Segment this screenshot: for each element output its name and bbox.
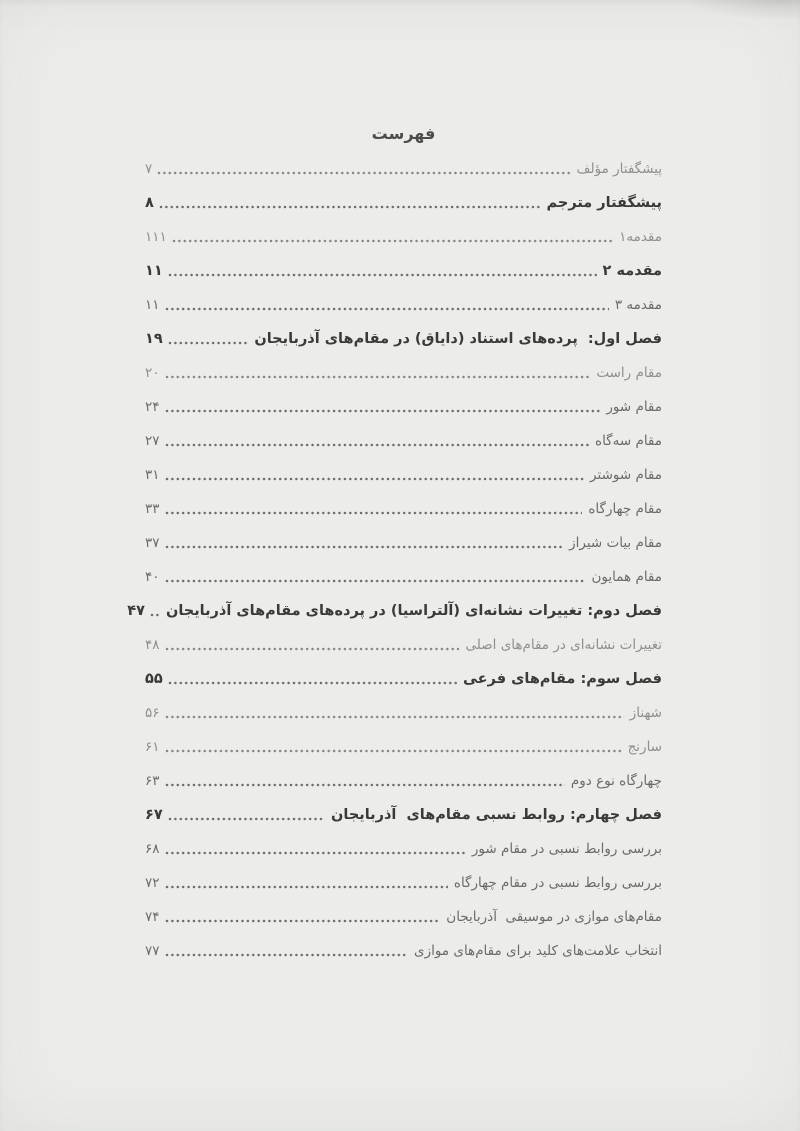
toc-entry-label: مقام‌های موازی در موسیقی آذربایجان — [446, 909, 662, 925]
toc-entry — [145, 804, 662, 826]
toc-entry-page: ۳۷ — [145, 535, 160, 551]
toc-entry-label: مقام بیات شیراز — [569, 535, 662, 551]
toc-entry-page: ۱۱ — [145, 263, 163, 279]
toc-entry — [145, 192, 662, 214]
toc-entry — [145, 396, 662, 418]
dotted-leader — [165, 647, 460, 651]
toc-entry — [145, 260, 662, 282]
toc-entry — [145, 464, 662, 486]
toc-entry — [145, 770, 662, 792]
dotted-leader — [168, 341, 249, 345]
toc-entry — [145, 430, 662, 452]
dotted-leader — [172, 239, 613, 243]
dotted-leader — [165, 579, 586, 583]
dotted-leader — [168, 273, 597, 277]
dotted-leader — [165, 885, 448, 889]
toc-entry-page: ۱۱ — [145, 297, 160, 313]
toc-entry-page: ۲۴ — [145, 399, 160, 415]
toc-entry-label: فصل چهارم: روابط نسبی مقام‌های آذربایجان — [331, 807, 662, 823]
toc-entry-label: پیشگفتار مترجم — [546, 195, 662, 211]
toc-entry-page: ۶۸ — [145, 841, 160, 857]
toc-entry-label: مقام راست — [596, 365, 662, 381]
toc-entry-page: ۱۹ — [145, 331, 163, 347]
toc-entry-label: مقام چهارگاه — [588, 501, 662, 517]
scan-artifact — [680, 0, 800, 20]
toc-entry-page: ۴۸ — [145, 637, 160, 653]
toc-entry — [145, 294, 662, 316]
toc-entry — [145, 498, 662, 520]
dotted-leader — [168, 817, 325, 821]
toc-entry-page: ۴۷ — [127, 603, 145, 619]
toc-entry-page: ۱۱۱ — [145, 229, 167, 245]
toc-entry — [145, 906, 662, 928]
dotted-leader — [165, 409, 601, 413]
toc-entry-label: پیشگفتار مؤلف — [576, 161, 662, 177]
toc-entry-label: فصل سوم: مقام‌های فرعی — [462, 671, 662, 687]
dotted-leader — [168, 681, 457, 685]
dotted-leader — [165, 477, 585, 481]
toc-entry — [145, 566, 662, 588]
toc-entry-page: ۷۲ — [145, 875, 160, 891]
toc-entry — [145, 838, 662, 860]
toc-entry-page: ۲۷ — [145, 433, 160, 449]
dotted-leader — [165, 375, 591, 379]
toc-entry-label: شهناز — [629, 705, 662, 721]
dotted-leader — [165, 307, 609, 311]
toc-entry-label: مقدمه ۲ — [602, 263, 662, 279]
toc-entry — [145, 736, 662, 758]
toc-entry — [145, 668, 662, 690]
toc-entry-label: چهارگاه نوع دوم — [570, 773, 662, 789]
toc-entry — [145, 328, 662, 350]
toc-entry-page: ۳۳ — [145, 501, 160, 517]
toc-entry-label: بررسی روابط نسبی در مقام شور — [471, 841, 662, 857]
toc-entry — [145, 702, 662, 724]
dotted-leader — [165, 715, 624, 719]
dotted-leader — [157, 171, 570, 175]
toc-entry-page: ۷۷ — [145, 943, 160, 959]
toc-entry-label: سارنج — [627, 739, 662, 755]
toc-entry-label: فصل اول: پرده‌های استناد (دایاق) در مقام‌های آذربایجان — [254, 331, 662, 347]
page-title: فهرست — [371, 124, 436, 143]
toc-content — [127, 124, 662, 974]
toc-entry-label: بررسی روابط نسبی در مقام چهارگاه — [453, 875, 662, 891]
toc-entry-page: ۸ — [145, 195, 154, 211]
toc-entry-page: ۶۱ — [145, 739, 160, 755]
toc-entry-label: مقام همایون — [591, 569, 662, 585]
dotted-leader — [165, 749, 622, 753]
toc-entry — [145, 872, 662, 894]
dotted-leader — [165, 443, 589, 447]
toc-entry — [145, 226, 662, 248]
dotted-leader — [165, 953, 409, 957]
dotted-leader — [165, 783, 565, 787]
toc-entry-page: ۳۱ — [145, 467, 160, 483]
dotted-leader — [165, 511, 583, 515]
dotted-leader — [165, 851, 466, 855]
toc-entry-page: ۷ — [145, 161, 153, 177]
toc-entry-label: انتخاب علامت‌های کلید برای مقام‌های موازی — [414, 943, 662, 959]
toc-entry-page: ۶۳ — [145, 773, 160, 789]
toc-entry-page: ۶۷ — [145, 807, 163, 823]
toc-entry-page: ۲۰ — [145, 365, 160, 381]
dotted-leader — [159, 205, 541, 209]
toc-entry-page: ۴۰ — [145, 569, 160, 585]
toc-entry — [145, 362, 662, 384]
toc-entry-label: مقام شور — [606, 399, 662, 415]
toc-entry — [127, 600, 662, 622]
toc-entry-label: مقدمه ۳ — [614, 297, 662, 313]
dotted-leader — [150, 613, 160, 617]
toc-entry-page: ۵۶ — [145, 705, 160, 721]
toc-entry-page: ۵۵ — [145, 671, 163, 687]
toc-entry-label: مقدمه۱ — [619, 229, 662, 245]
toc-list — [127, 158, 662, 962]
toc-entry — [145, 532, 662, 554]
toc-entry-label: مقام شوشتر — [590, 467, 662, 483]
toc-entry-label: مقام سه‌گاه — [595, 433, 662, 449]
dotted-leader — [165, 919, 441, 923]
toc-entry-label: تغییرات نشانه‌ای در مقام‌های اصلی — [465, 637, 662, 653]
dotted-leader — [165, 545, 564, 549]
toc-entry — [145, 634, 662, 656]
toc-entry-page: ۷۴ — [145, 909, 160, 925]
toc-entry — [145, 158, 662, 180]
toc-entry-label: فصل دوم: تغییرات نشانه‌ای (آلتراسیا) در پرده‌های مقام‌های آذربایجان — [165, 603, 662, 619]
toc-entry — [145, 940, 662, 962]
